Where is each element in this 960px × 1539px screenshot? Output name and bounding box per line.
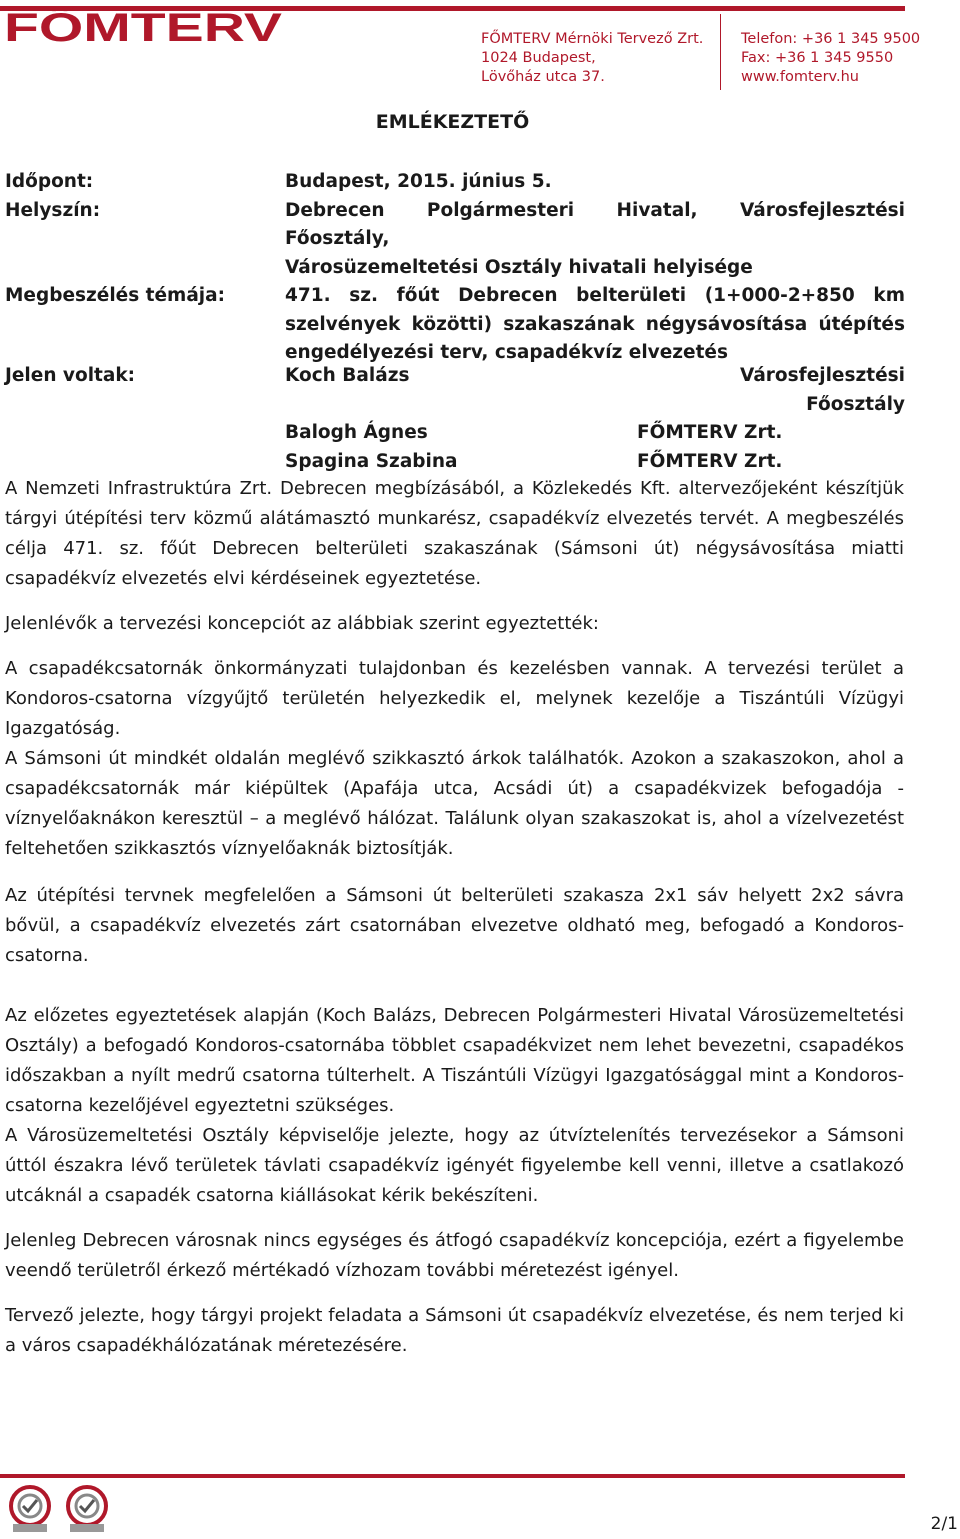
time-label: Időpont: xyxy=(5,171,94,192)
attendee-org: FŐMTERV Zrt. xyxy=(637,422,783,443)
place-label: Helyszín: xyxy=(5,199,101,221)
meta-row-place xyxy=(5,197,905,254)
topic-line-2: szelvények közötti) szakaszának négysávosítása útépítés xyxy=(285,313,905,335)
meta-row-topic xyxy=(5,282,905,311)
paragraph-ownership: A csapadékcsatornák önkormányzati tulajdonban és kezelésben vannak. A tervezési terület a Kondoros-csatorna vízgyűjtő területén helyezkedik el, melynek kezelője a Tiszántúli Vízügyi Igazgatóság. xyxy=(5,658,904,739)
attendees-block xyxy=(5,362,905,476)
sgs-iso-9001-badge-icon xyxy=(5,1484,55,1534)
paragraph-no-concept: Jelenleg Debrecen városnak nincs egységes és átfogó csapadékvíz koncepciója, ezért a figyelembe veendő területről érkező mértékadó vízhozam további méretezést igényel. xyxy=(5,1230,904,1281)
topic-line-1: 471. sz. főút Debrecen belterületi (1+000-2+850 km xyxy=(285,285,905,306)
attendees-label: Jelen voltak: xyxy=(5,365,136,386)
company-address-block xyxy=(481,30,703,87)
place-line-2: Városüzemeltetési Osztály hivatali helyisége xyxy=(285,256,753,278)
attendee-org: FŐMTERV Zrt. xyxy=(637,450,783,472)
address-line-1: 1024 Budapest, xyxy=(481,50,596,66)
place-line-1: Debrecen Polgármesteri Hivatal, Városfejlesztési Főosztály, xyxy=(285,199,905,249)
attendee-org: Városfejlesztési Főosztály xyxy=(740,365,905,415)
paragraph-agreement-intro: Jelenlévők a tervezési koncepciót az alábbiak szerint egyeztették: xyxy=(5,613,599,634)
attendee-row xyxy=(5,419,905,448)
memo-body xyxy=(5,474,904,1361)
topic-line-3: engedélyezési terv, csapadékvíz elvezetés xyxy=(285,342,728,363)
attendee-name: Koch Balázs xyxy=(285,365,410,386)
time-value: Budapest, 2015. június 5. xyxy=(285,171,552,192)
paragraph-preliminary-consultation: Az előzetes egyeztetések alapján (Koch Balázs, Debrecen Polgármesteri Hivatal Városüzemeltetési Osztály) a befogadó Kondoros-csatornába többlet csapadékvizet nem lehet bevezetni, csapadékos időszakban a nyílt medrű csatorna túlterhelt. A Tiszántúli Vízügyi Igazgatósággal mint a Kondoros-csatorna kezelőjével egyeztetni szükséges. xyxy=(5,1005,904,1116)
logo-wordmark: FŐMTERV xyxy=(4,6,199,44)
phone-number: Telefon: +36 1 345 9500 xyxy=(741,31,921,47)
company-name: FŐMTERV Mérnöki Tervező Zrt. xyxy=(481,31,704,47)
document-title: EMLÉKEZTETŐ xyxy=(375,111,530,133)
header-divider xyxy=(720,14,721,90)
address-line-2: Lövőház utca 37. xyxy=(481,69,605,85)
meta-row-time xyxy=(5,168,905,197)
footer-rule xyxy=(0,1474,905,1478)
paragraph-existing-ditches: A Sámsoni út mindkét oldalán meglévő szikkasztó árkok találhatók. Azokon a szakaszokon, ahol a csapadékcsatornák már kiépültek (Apafája utca, Acsádi út) a csapadékvizek befogadója - víznyelőaknákon keresztül – a meglévő hálózat. Találunk olyan szakaszokat is, ahol a vízelvezetést feltehetően szikkasztós víznyelőaknák biztosítják. xyxy=(5,748,904,859)
attendee-row xyxy=(5,448,905,477)
paragraph-intro: A Nemzeti Infrastruktúra Zrt. Debrecen megbízásából, a Közlekedés Kft. altervezőjeként készítjük tárgyi útépítési terv közmű alátámasztó munkarész, csapadékvíz elvezetés tervét. A megbeszélés célja 471. sz. főút Debrecen belterületi szakaszának (Sámsoni út) négysávosítása miatti csapadékvíz elvezetés elvi kérdéseinek egyeztetése. xyxy=(5,478,904,589)
website-link[interactable]: www.fomterv.hu xyxy=(741,69,859,85)
fax-number: Fax: +36 1 345 9550 xyxy=(741,50,894,66)
sgs-iso-14000-badge-icon xyxy=(62,1484,112,1534)
attendee-row xyxy=(5,362,905,419)
page-number: 2/1 xyxy=(930,1514,958,1534)
topic-label: Megbeszélés témája: xyxy=(5,285,226,306)
fomterv-logo xyxy=(4,6,284,44)
paragraph-designer-note: Tervező jelezte, hogy tárgyi projekt feladata a Sámsoni út csapadékvíz elvezetése, és nem terjed ki a város csapadékhálózatának méretezésére. xyxy=(5,1305,904,1356)
attendee-name: Spagina Szabina xyxy=(285,450,458,472)
meta-row-place-cont xyxy=(5,254,905,283)
paragraph-road-widening: Az útépítési tervnek megfelelően a Sámsoni út belterületi szakasza 2x1 sáv helyett 2x2 sávra bővül, a csapadékvíz elvezetés zárt csatornában elvezetve oldható meg, befogadó a Kondoros-csatorna. xyxy=(5,885,904,966)
paragraph-operations-dept: A Városüzemeltetési Osztály képviselője jelezte, hogy az útvíztelenítés tervezésekor a Sámsoni úttól északra lévő területek távlati csapadékvíz igényét figyelembe kell venni, illetve a csatlakozó utcáknál a csapadék csatorna kiállásokat kérik bekészíteni. xyxy=(5,1125,904,1206)
meeting-meta xyxy=(5,168,905,368)
attendee-name: Balogh Ágnes xyxy=(285,422,428,443)
contact-block xyxy=(741,30,920,87)
